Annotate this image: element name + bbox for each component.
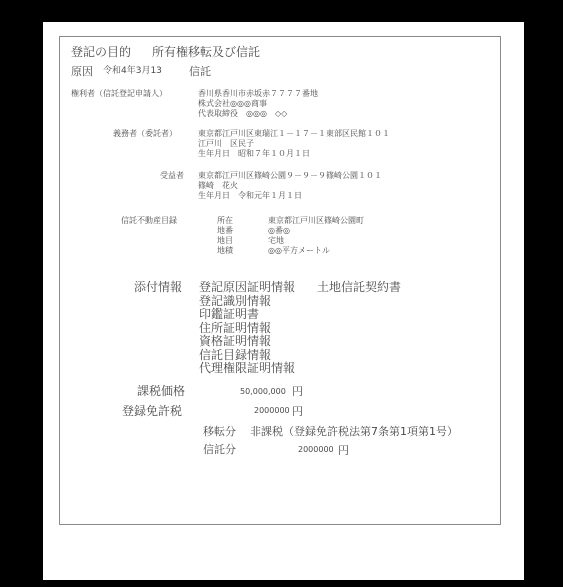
attachments-label: 添付情報 [134, 280, 183, 294]
beneficiary-label: 受益者 [160, 171, 184, 180]
attachment-item: 住所証明情報 [199, 321, 272, 335]
cause-label: 原因 [71, 65, 93, 78]
trust-label: 信託分 [203, 443, 236, 456]
license-tax-unit: 円 [292, 405, 303, 418]
property-key-area: 地積 [217, 246, 233, 255]
obligor-label: 義務者（委託者） [113, 129, 177, 138]
tax-value-amount: 50,000,000 [240, 387, 286, 396]
property-label: 信託不動産目録 [121, 216, 177, 225]
attachment-item: 登記識別情報 [199, 294, 272, 308]
property-key-lot: 地番 [217, 226, 233, 235]
property-value-area: ◎◎平方メートル [268, 246, 330, 255]
license-tax-label: 登録免許税 [122, 404, 183, 418]
applicant-label: 権利者（信託登記申請人） [71, 89, 167, 98]
property-value-category: 宅地 [268, 236, 284, 245]
applicant-company: 株式会社◎◎◎商事 [198, 99, 267, 108]
attachment-item: 印鑑証明書 [199, 307, 260, 321]
cause-date: 令和4年3月13 [103, 66, 162, 76]
applicant-address: 香川県香川市赤坂赤７７７７番地 [198, 89, 318, 98]
purpose-label: 登記の目的 [71, 45, 132, 59]
transfer-label: 移転分 [203, 425, 236, 438]
obligor-name: 江戸川 区民子 [198, 139, 254, 148]
property-value-location: 東京都江戸川区篠崎公園町 [268, 216, 364, 225]
property-value-lot: ◎番◎ [268, 226, 290, 235]
tax-value-label: 課税価格 [137, 384, 186, 398]
attachment-item: 資格証明情報 [199, 334, 272, 348]
trust-unit: 円 [338, 444, 349, 457]
beneficiary-name: 篠崎 花火 [198, 181, 238, 190]
attachment-item: 信託目録情報 [199, 348, 272, 362]
beneficiary-birthdate: 生年月日 令和元年１月１日 [198, 191, 302, 200]
attachment-item: 代理権限証明情報 [199, 361, 296, 375]
attachment-first: 登記原因証明情報 [199, 280, 296, 294]
property-key-location: 所在 [217, 216, 233, 225]
trust-amount: 2000000 [298, 445, 334, 454]
cause-value: 信託 [189, 65, 211, 78]
license-tax-amount: 2000000 [254, 406, 290, 415]
tax-value-unit: 円 [292, 385, 303, 398]
obligor-address: 東京都江戸川区東瑞江１－１７－１東部区民館１０１ [198, 129, 390, 138]
attachment-first-extra: 土地信託契約書 [317, 280, 402, 294]
applicant-representative: 代表取締役 ◎◎◎ ◇◇ [198, 109, 288, 118]
obligor-birthdate: 生年月日 昭和７年１０月１日 [198, 149, 310, 158]
transfer-value: 非課税（登録免許税法第7条第1項第1号） [250, 425, 458, 438]
property-key-category: 地目 [217, 236, 233, 245]
beneficiary-address: 東京都江戸川区篠崎公園９－９－９篠崎公園１０１ [198, 171, 382, 180]
purpose-value: 所有権移転及び信託 [152, 45, 261, 59]
